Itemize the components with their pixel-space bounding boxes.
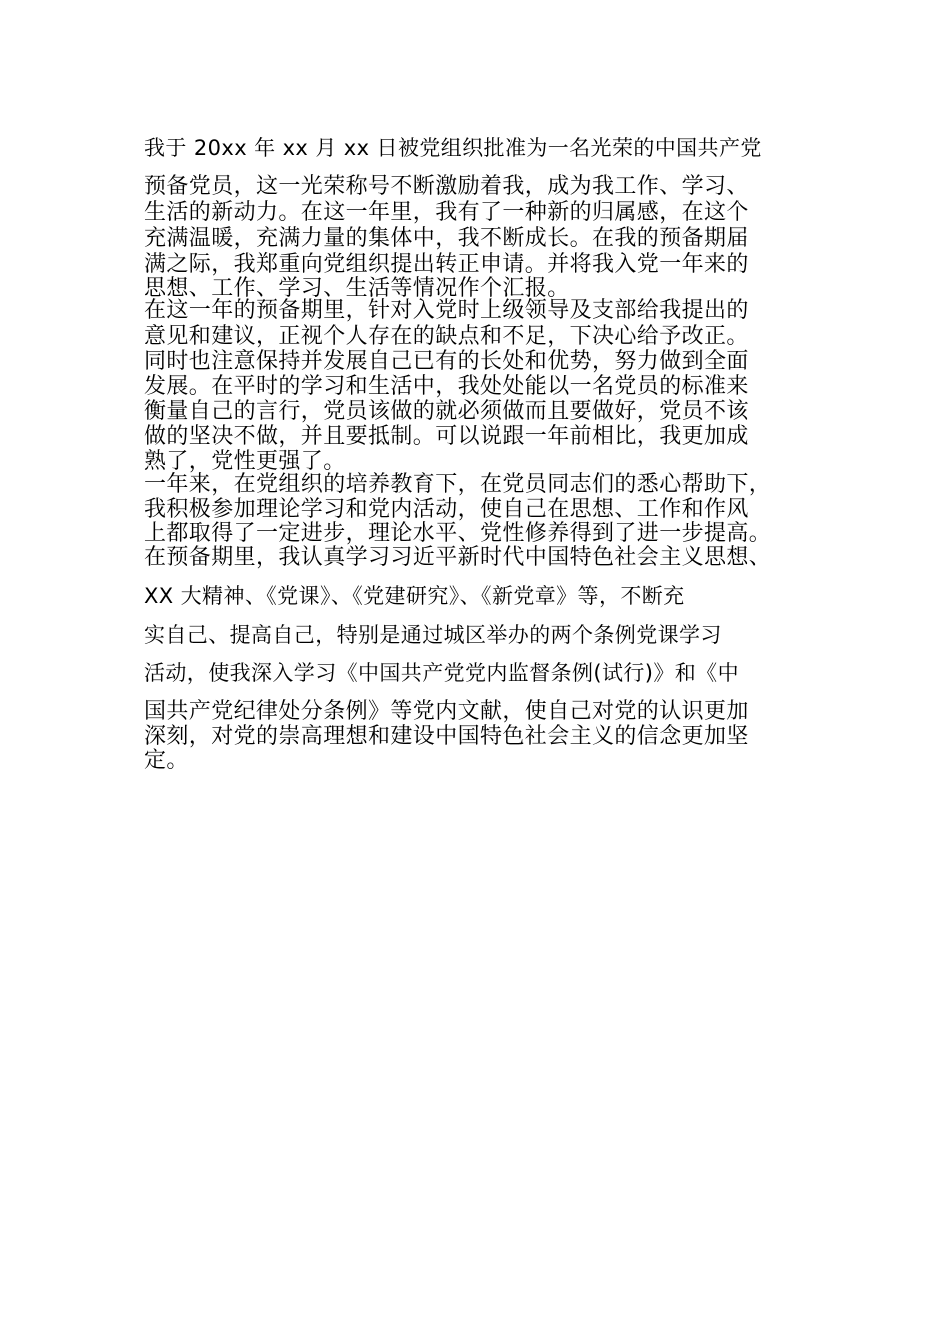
text-line: 在预备期里，我认真学习习近平新时代中国特色社会主义思想、 bbox=[144, 545, 772, 570]
text-line: XX 大精神、《党课》、《党建研究》、《新党章》等，不断充 bbox=[144, 584, 685, 608]
text-line: 思想、工作、学习、生活等情况作个汇报。 bbox=[144, 276, 570, 301]
text-line: 实自己、提高自己，特别是通过城区举办的两个条例党课学习 bbox=[144, 623, 722, 647]
text-line: 上都取得了一定进步，理论水平、党性修养得到了进一步提高。 bbox=[144, 521, 772, 546]
text-line: 衡量自己的言行，党员该做的就必须做而且要做好，党员不该 bbox=[144, 399, 749, 424]
text-line: 满之际，我郑重向党组织提出转正申请。并将我入党一年来的 bbox=[144, 252, 749, 277]
text-line: 我于 20xx 年 xx 月 xx 日被党组织批准为一名光荣的中国共产党 bbox=[144, 136, 762, 160]
text-line: 活动，使我深入学习《中国共产党党内监督条例(试行)》和《中 bbox=[144, 661, 739, 685]
text-line: 定。 bbox=[144, 748, 189, 773]
text-line: 充满温暖，充满力量的集体中，我不断成长。在我的预备期届 bbox=[144, 226, 749, 251]
text-line: 预备党员，这一光荣称号不断激励着我，成为我工作、学习、 bbox=[144, 174, 749, 199]
text-line: 同时也注意保持并发展自己已有的长处和优势，努力做到全面 bbox=[144, 349, 749, 374]
text-line: 熟了，党性更强了。 bbox=[144, 449, 346, 474]
text-line: 深刻，对党的崇高理想和建设中国特色社会主义的信念更加坚 bbox=[144, 724, 749, 749]
text-line: 发展。在平时的学习和生活中，我处处能以一名党员的标准来 bbox=[144, 374, 749, 399]
text-line: 国共产党纪律处分条例》等党内文献，使自己对党的认识更加 bbox=[144, 699, 749, 724]
text-line: 我积极参加理论学习和党内活动，使自己在思想、工作和作风 bbox=[144, 497, 749, 522]
text-line: 意见和建议，正视个人存在的缺点和不足，下决心给予改正。 bbox=[144, 324, 749, 349]
text-line: 做的坚决不做，并且要抵制。可以说跟一年前相比，我更加成 bbox=[144, 424, 749, 449]
text-line: 在这一年的预备期里，针对入党时上级领导及支部给我提出的 bbox=[144, 298, 749, 323]
text-line: 生活的新动力。在这一年里，我有了一种新的归属感，在这个 bbox=[144, 200, 749, 225]
text-line: 一年来，在党组织的培养教育下，在党员同志们的悉心帮助下， bbox=[144, 472, 772, 497]
